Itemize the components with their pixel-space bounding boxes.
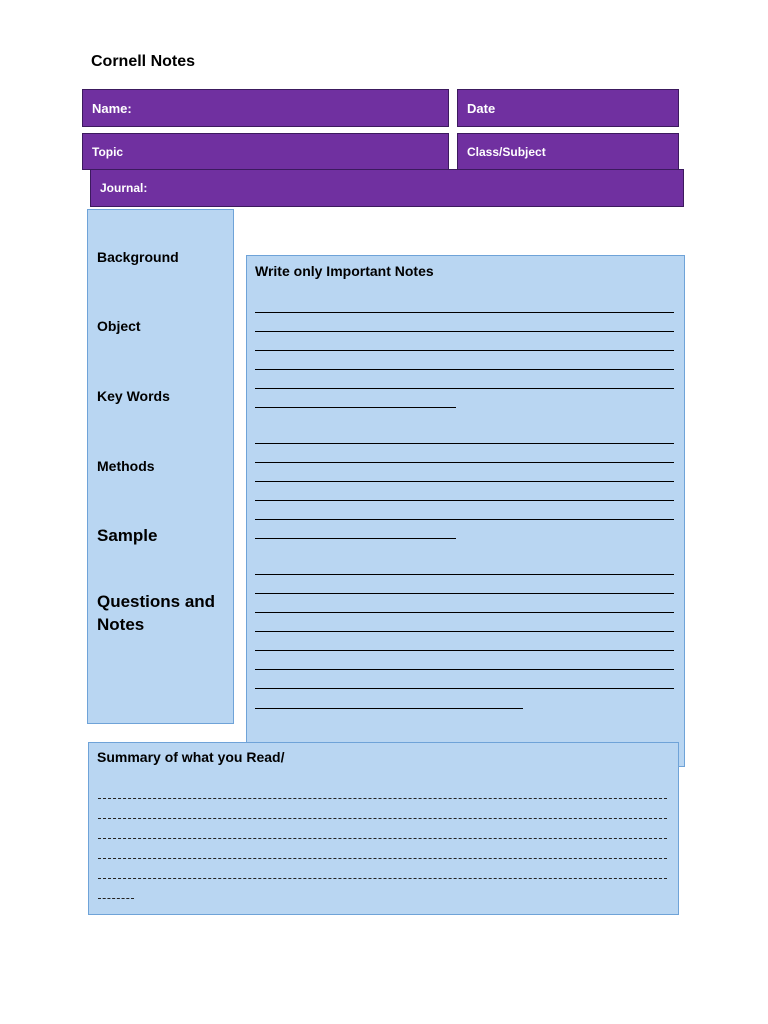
note-line [255,669,674,670]
cue-column [87,209,234,724]
summary-panel[interactable] [88,742,679,915]
note-line [255,407,456,408]
note-line [255,331,674,332]
note-line [255,708,523,709]
date-field[interactable] [457,89,679,127]
note-line [255,688,674,689]
name-label: Name: [92,100,132,116]
note-line [255,462,674,463]
notes-panel[interactable] [246,255,685,767]
notes-title: Write only Important Notes [255,263,434,279]
summary-line [98,838,667,839]
page-title: Cornell Notes [91,53,196,70]
note-line [255,519,674,520]
date-label: Date [467,100,496,116]
summary-line [98,818,667,819]
note-line [255,612,674,613]
cue-methods: Methods [97,458,155,474]
note-line [255,312,674,313]
class-subject-field[interactable] [457,133,679,170]
note-line [255,631,674,632]
class-subject-label: Class/Subject [467,144,546,159]
name-field[interactable] [82,89,449,127]
note-line [255,574,674,575]
journal-field[interactable] [90,169,684,207]
note-line [255,350,674,351]
summary-line [98,798,667,799]
cue-questions-and-notes: Questions and Notes [97,592,216,634]
note-line [255,538,456,539]
cue-object: Object [97,318,141,334]
journal-label: Journal: [100,181,148,195]
cue-key-words: Key Words [97,388,170,404]
topic-label: Topic [92,144,124,159]
note-line [255,369,674,370]
summary-line [98,858,667,859]
note-line [255,593,674,594]
topic-field[interactable] [82,133,449,170]
summary-line [98,898,134,899]
cue-sample: Sample [97,526,158,545]
note-line [255,443,674,444]
note-line [255,388,674,389]
cue-background: Background [97,249,179,265]
summary-title: Summary of what you Read/ [97,749,285,765]
summary-line [98,878,667,879]
note-line [255,481,674,482]
note-line [255,650,674,651]
note-line [255,500,674,501]
